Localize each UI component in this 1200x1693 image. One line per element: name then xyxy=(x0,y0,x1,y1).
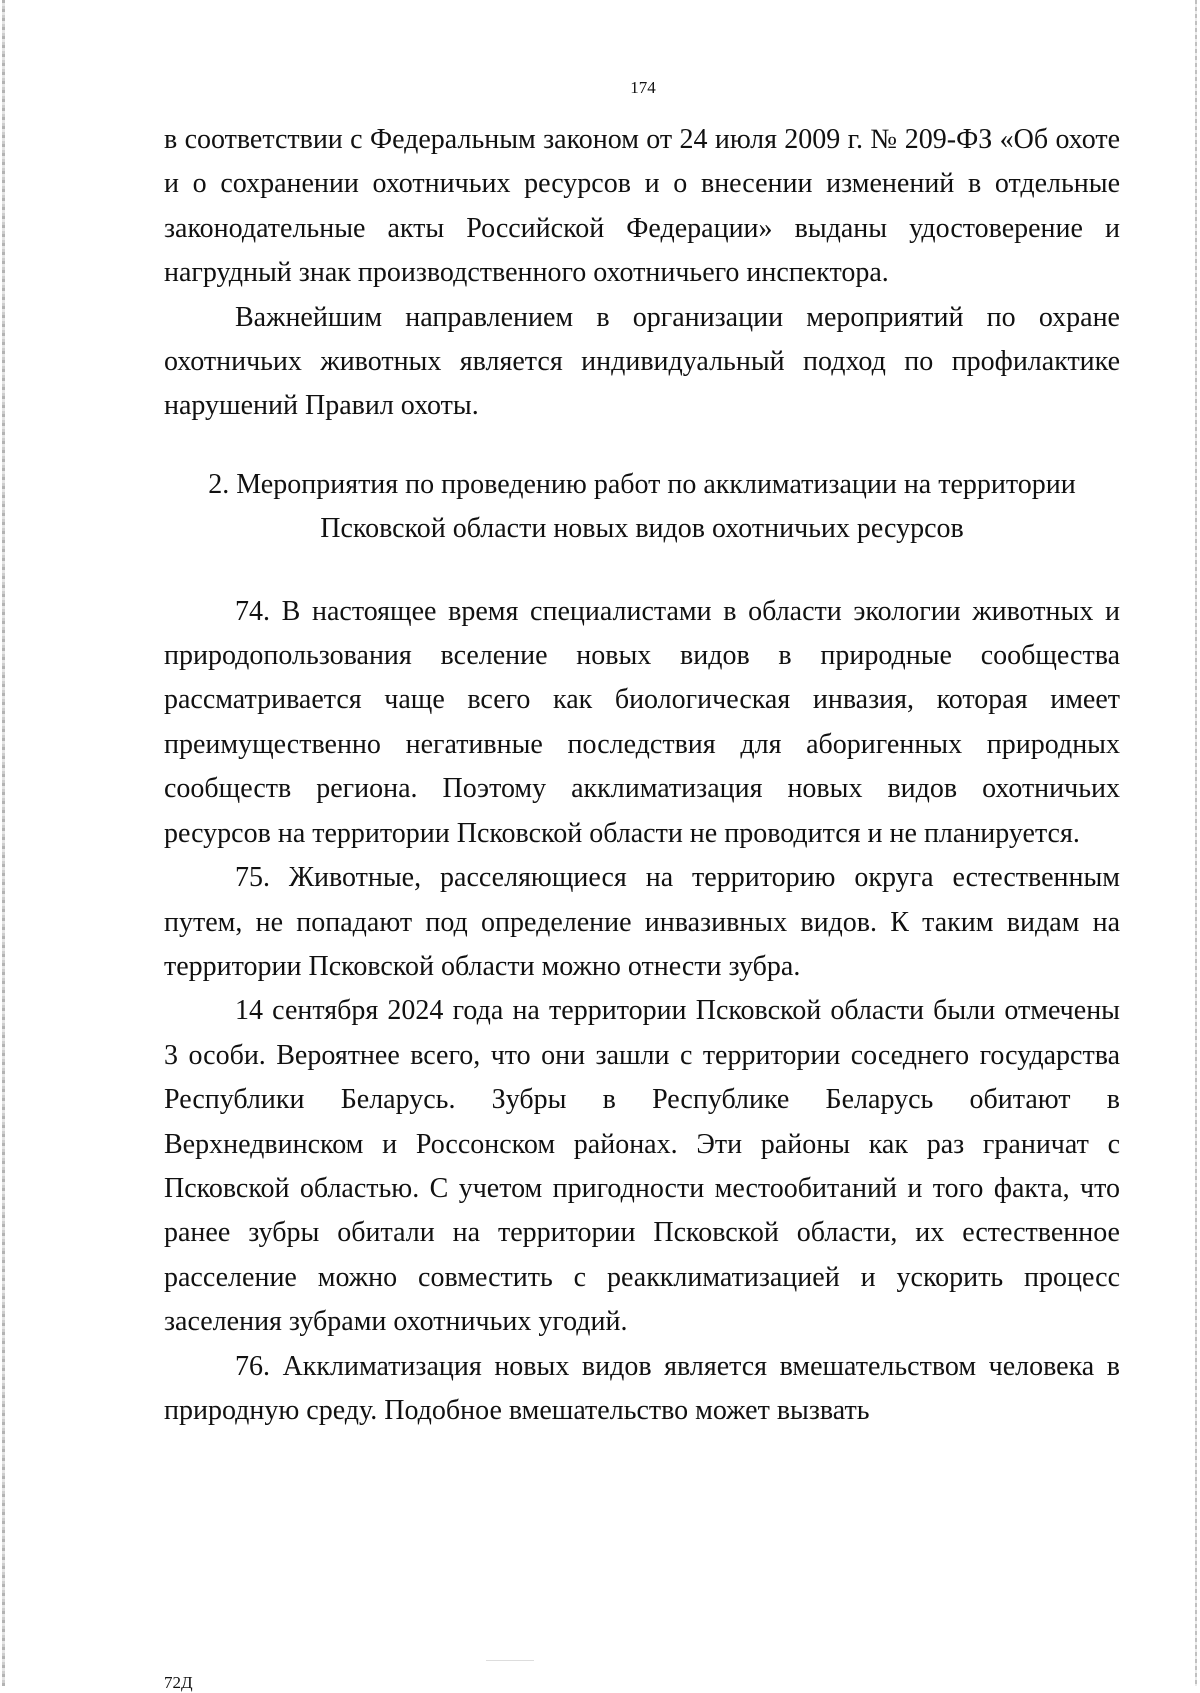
section-heading-line-2: Псковской области новых видов охотничьих ресурсов xyxy=(320,513,964,545)
paragraph-75: 75. Животные, расселяющиеся на территорию округа естественным путем, не попадают под определение инвазивных видов. К таким видам на территории Псковской области можно отнести зубра. xyxy=(164,862,1120,982)
section-heading-line-1: 2. Мероприятия по проведению работ по акклиматизации на территории xyxy=(208,468,1076,500)
paragraph-prevention: Важнейшим направлением в организации мероприятий по охране охотничьих животных является индивидуальный подход по профилактике нарушений Правил охоты. xyxy=(164,301,1120,422)
page-number: 174 xyxy=(630,78,656,97)
scan-edge-left xyxy=(2,0,5,1686)
footer-code: 72Д xyxy=(164,1673,193,1692)
paragraph-bison-sighting: 14 сентября 2024 года на территории Псковской области были отмечены 3 особи. Вероятнее всего, что они зашли с территории соседнего государства Республики Беларусь. Зубры в Республике Беларусь обитают в Верхнедвинском и Россонском районах. Эти районы как раз граничат с Псковской областью. С учетом пригодности местообитаний и того факта, что ранее зубры обитали на территории Псковской области, их естественное расселение можно совместить с реакклиматизацией и ускорить процесс заселения зубрами охотничьих угодий. xyxy=(164,995,1120,1338)
paragraph-continuation: в соответствии с Федеральным законом от 24 июля 2009 г. № 209-ФЗ «Об охоте и о сохранении охотничьих ресурсов и о внесении изменений в отдельные законодательные акты Российской Федерации» выданы удостоверение и нагрудный знак производственного охотничьего инспектора. xyxy=(164,124,1120,289)
paragraph-74: 74. В настоящее время специалистами в области экологии животных и природопользования вселение новых видов в природные сообщества рассматривается чаще всего как биологическая инвазия, которая имеет преимущественно негативные последствия для аборигенных природных сообществ региона. Поэтому акклиматизация новых видов охотничьих ресурсов на территории Псковской области не проводится и не планируется. xyxy=(164,595,1120,849)
document-body xyxy=(164,118,1120,1433)
section-heading xyxy=(164,463,1120,552)
scan-smudge xyxy=(486,1660,534,1661)
scan-edge-right xyxy=(1195,0,1197,1686)
paragraph-76: 76. Акклиматизация новых видов является вмешательством человека в природную среду. Подобное вмешательство может вызвать xyxy=(164,1350,1120,1426)
